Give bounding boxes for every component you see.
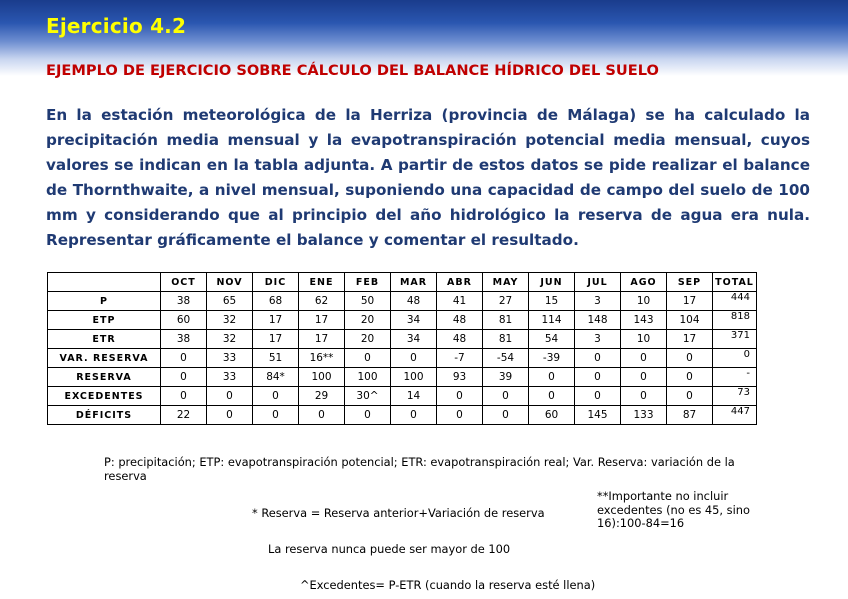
exercise-subtitle: EJEMPLO DE EJERCICIO SOBRE CÁLCULO DEL BALANCE HÍDRICO DEL SUELO — [46, 62, 659, 79]
table-cell: 0 — [437, 406, 483, 425]
table-cell: 87 — [667, 406, 713, 425]
row-label-excedentes: EXCEDENTES — [48, 387, 161, 406]
header-total: TOTAL — [713, 273, 757, 292]
reserva-max-note: La reserva nunca puede ser mayor de 100 — [268, 542, 511, 556]
exercise-statement: En la estación meteorológica de la Herriza (provincia de Málaga) se ha calculado la precipitación media mensual y la evapotranspiración potencial media mensual, cuyos valores se indican en la tabla adjunta. A partir de estos datos se pide realizar el balance de Thornthwaite, a nivel mensual, suponiendo una capacidad de campo del suelo de 100 mm y considerando que al principio del año hidrológico la reserva de agua era nula. Representar gráficamente el balance y comentar el resultado. — [46, 106, 810, 249]
row-label-etr: ETR — [48, 330, 161, 349]
table-cell: 32 — [207, 330, 253, 349]
table-cell: -54 — [483, 349, 529, 368]
table-cell: 14 — [391, 387, 437, 406]
table-cell: 48 — [437, 311, 483, 330]
table-cell: -7 — [437, 349, 483, 368]
table-cell: 38 — [161, 330, 207, 349]
table-row — [48, 406, 757, 425]
table-cell: 148 — [575, 311, 621, 330]
table-cell: 68 — [253, 292, 299, 311]
table-cell: 15 — [529, 292, 575, 311]
table-cell: 48 — [437, 330, 483, 349]
excedentes-formula-note: ^Excedentes= P-ETR (cuando la reserva esté llena) — [300, 578, 596, 592]
table-cell: 17 — [299, 330, 345, 349]
row-label-var-reserva: VAR. RESERVA — [48, 349, 161, 368]
table-cell: 0 — [207, 387, 253, 406]
table-cell: 0 — [621, 349, 667, 368]
table-cell: 81 — [483, 330, 529, 349]
table-cell: 0 — [253, 387, 299, 406]
table-cell: 0 — [391, 349, 437, 368]
table-cell: 20 — [345, 311, 391, 330]
table-cell: 0 — [575, 349, 621, 368]
table-cell: 0 — [483, 387, 529, 406]
total-cell: 0 — [713, 349, 757, 368]
table-cell: 0 — [161, 349, 207, 368]
table-cell: 50 — [345, 292, 391, 311]
header-jul: JUL — [575, 273, 621, 292]
table-cell: 16** — [299, 349, 345, 368]
table-cell: 38 — [161, 292, 207, 311]
header-ene: ENE — [299, 273, 345, 292]
table-cell: 17 — [253, 330, 299, 349]
table-cell: 0 — [207, 406, 253, 425]
header-feb: FEB — [345, 273, 391, 292]
total-cell: 444 — [713, 292, 757, 311]
total-cell: 73 — [713, 387, 757, 406]
table-cell: 0 — [667, 387, 713, 406]
table-cell: 0 — [575, 368, 621, 387]
table-cell: 84* — [253, 368, 299, 387]
importante-note: **Importante no incluir excedentes (no es 45, sino 16):100-84=16 — [597, 489, 750, 530]
table-cell: 34 — [391, 311, 437, 330]
table-cell: 0 — [529, 387, 575, 406]
total-cell: 371 — [713, 330, 757, 349]
table-cell: 143 — [621, 311, 667, 330]
table-cell: 3 — [575, 330, 621, 349]
header-mar: MAR — [391, 273, 437, 292]
table-cell: 20 — [345, 330, 391, 349]
table-cell: 17 — [299, 311, 345, 330]
water-balance-table — [47, 272, 757, 425]
table-cell: 0 — [529, 368, 575, 387]
table-row — [48, 387, 757, 406]
table-cell: 48 — [391, 292, 437, 311]
row-label-deficits: DÉFICITS — [48, 406, 161, 425]
table-cell: 81 — [483, 311, 529, 330]
table-cell: 62 — [299, 292, 345, 311]
table-cell: 0 — [483, 406, 529, 425]
table-cell: 33 — [207, 349, 253, 368]
table-header-row — [48, 273, 757, 292]
table-cell: 41 — [437, 292, 483, 311]
table-cell: 34 — [391, 330, 437, 349]
header-corner — [48, 273, 161, 292]
header-nov: NOV — [207, 273, 253, 292]
table-cell: 104 — [667, 311, 713, 330]
table-row — [48, 368, 757, 387]
table-row — [48, 349, 757, 368]
table-cell: 0 — [621, 368, 667, 387]
table-cell: 0 — [667, 349, 713, 368]
table-cell: 0 — [161, 368, 207, 387]
table-cell: 65 — [207, 292, 253, 311]
table-cell: 29 — [299, 387, 345, 406]
table-cell: 100 — [391, 368, 437, 387]
table-cell: 0 — [253, 406, 299, 425]
table-cell: 39 — [483, 368, 529, 387]
table-cell: 10 — [621, 292, 667, 311]
header-abr: ABR — [437, 273, 483, 292]
table-cell: 0 — [161, 387, 207, 406]
table-cell: 0 — [667, 368, 713, 387]
table-cell: 22 — [161, 406, 207, 425]
header-oct: OCT — [161, 273, 207, 292]
table-cell: 17 — [667, 292, 713, 311]
table-cell: 60 — [161, 311, 207, 330]
table-cell: 133 — [621, 406, 667, 425]
table-cell: 100 — [345, 368, 391, 387]
header-may: MAY — [483, 273, 529, 292]
table-cell: 0 — [299, 406, 345, 425]
table-cell: 60 — [529, 406, 575, 425]
table-cell: 17 — [667, 330, 713, 349]
total-cell: - — [713, 368, 757, 387]
table-cell: 93 — [437, 368, 483, 387]
reserva-formula-note: * Reserva = Reserva anterior+Variación de reserva — [252, 506, 545, 520]
header-ago: AGO — [621, 273, 667, 292]
total-cell: 818 — [713, 311, 757, 330]
table-cell: -39 — [529, 349, 575, 368]
row-label-etp: ETP — [48, 311, 161, 330]
table-cell: 54 — [529, 330, 575, 349]
table-cell: 10 — [621, 330, 667, 349]
table-cell: 51 — [253, 349, 299, 368]
slide-title: Ejercicio 4.2 — [46, 14, 187, 38]
table-cell: 145 — [575, 406, 621, 425]
table-cell: 30^ — [345, 387, 391, 406]
table-row — [48, 311, 757, 330]
table-cell: 27 — [483, 292, 529, 311]
table-cell: 0 — [437, 387, 483, 406]
table-cell: 0 — [621, 387, 667, 406]
table-cell: 33 — [207, 368, 253, 387]
row-label-p: P — [48, 292, 161, 311]
table-cell: 0 — [345, 406, 391, 425]
table-row — [48, 292, 757, 311]
table-cell: 32 — [207, 311, 253, 330]
header-jun: JUN — [529, 273, 575, 292]
table-cell: 17 — [253, 311, 299, 330]
table-cell: 3 — [575, 292, 621, 311]
table-cell: 0 — [575, 387, 621, 406]
row-label-reserva: RESERVA — [48, 368, 161, 387]
header-sep: SEP — [667, 273, 713, 292]
header-dic: DIC — [253, 273, 299, 292]
abbreviations-legend: P: precipitación; ETP: evapotranspiración potencial; ETR: evapotranspiración real; Var. Reserva: variación de la reserva — [104, 455, 735, 483]
table-cell: 0 — [345, 349, 391, 368]
table-cell: 100 — [299, 368, 345, 387]
total-cell: 447 — [713, 406, 757, 425]
table-cell: 0 — [391, 406, 437, 425]
table-row — [48, 330, 757, 349]
table-cell: 114 — [529, 311, 575, 330]
